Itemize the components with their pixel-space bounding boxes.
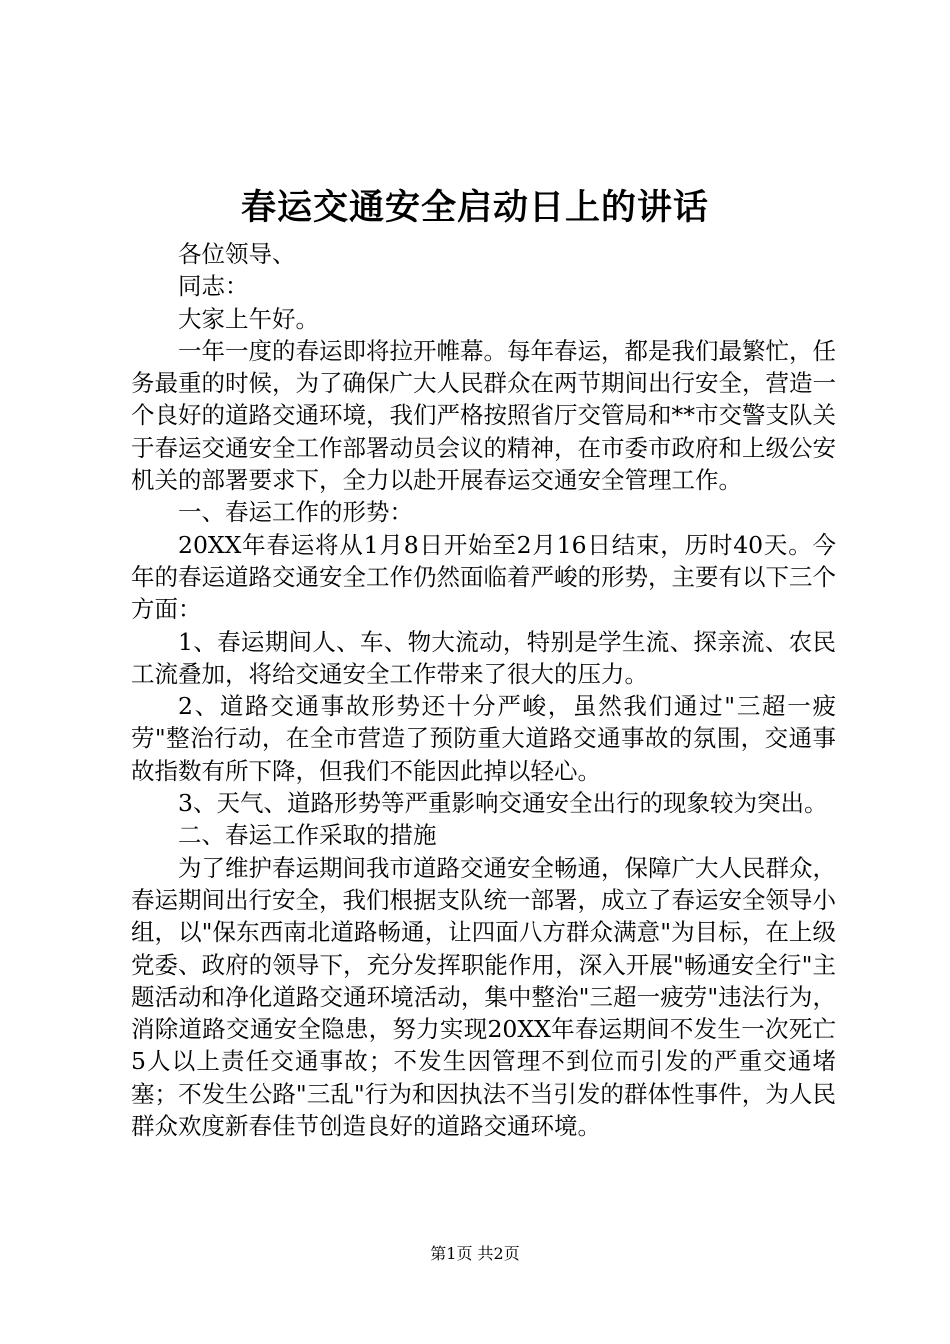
document-title: 春运交通安全启动日上的讲话 [240,187,709,228]
paragraph-measures: 为了维护春运期间我市道路交通安全畅通，保障广大人民群众，春运期间出行安全，我们根据支队统一部署，成立了春运安全领导小组，以"保东西南北道路畅通，让四面八方群众满意"为目标，在上级党委、政府的领导下，充分发挥职能作用，深入开展"畅通安全行"主题活动和净化道路交通环境活动，集中整治"三超一疲劳"违法行为，消除道路交通安全隐患，努力实现20XX年春运期间不发生一次死亡5人以上责任交通事故；不发生因管理不到位而引发的严重交通堵塞；不发生公路"三乱"行为和因执法不当引发的群体性事件，为人民群众欢度新春佳节创造良好的道路交通环境。 [131,853,836,1141]
paragraph-salutation-leaders: 各位领导、 [178,240,296,268]
paragraph-intro: 一年一度的春运即将拉开帷幕。每年春运，都是我们最繁忙，任务最重的时候，为了确保广大人民群众在两节期间出行安全，营造一个良好的道路交通环境，我们严格按照省厅交管局和**市交警支队关于春运交通安全工作部署动员会议的精神，在市委市政府和上级公安机关的部署要求下，全力以赴开展春运交通安全管理工作。 [131,336,836,495]
document-body [131,238,836,1142]
paragraph-point-2: 2、道路交通事故形势还十分严峻，虽然我们通过"三超一疲劳"整治行动，在全市营造了预防重大道路交通事故的氛围，交通事故指数有所下降，但我们不能因此掉以轻心。 [131,692,836,785]
paragraph-salutation-comrades: 同志： [178,272,249,301]
paragraph-greeting: 大家上午好。 [178,304,319,333]
section-heading-measures: 二、春运工作采取的措施 [178,821,437,850]
section-heading-situation: 一、春运工作的形势： [178,498,413,527]
paragraph-point-1: 1、春运期间人、车、物大流动，特别是学生流、探亲流、农民工流叠加，将给交通安全工作带来了很大的压力。 [131,627,836,688]
paragraph-point-3: 3、天气、道路形势等严重影响交通安全出行的现象较为突出。 [178,789,828,818]
paragraph-situation: 20XX年春运将从1月8日开始至2月16日结束，历时40天。今年的春运道路交通安全工作仍然面临着严峻的形势，主要有以下三个方面： [131,530,836,624]
page-number-footer: 第1页 共2页 [430,1244,520,1263]
